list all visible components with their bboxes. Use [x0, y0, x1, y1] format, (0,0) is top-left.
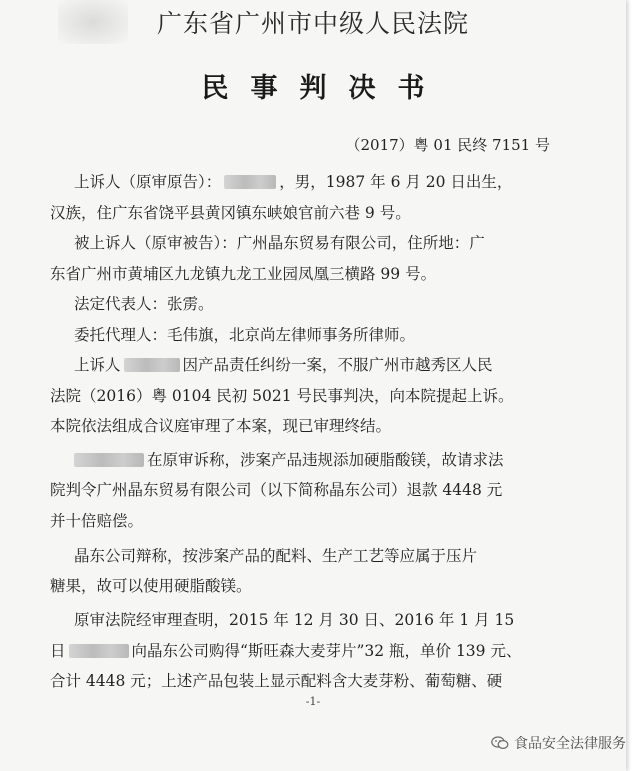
redacted-name: [224, 175, 276, 189]
claim-line-2: 院判令广州晶东贸易有限公司（以下简称晶东公司）退款 4448 元: [50, 481, 503, 499]
finding-text: 向晶东公司购得“斯旺森大麦芽片”32 瓶，单价 139 元、: [131, 642, 522, 660]
case-intro-line-3: 本院依法组成合议庭审理了本案，现已审理终结。: [50, 417, 392, 435]
claim-line-3: 并十倍赔偿。: [50, 512, 144, 530]
redacted-name: [124, 358, 180, 372]
court-name: 广东省广州市中级人民法院: [156, 9, 469, 38]
legal-representative: 法定代表人：张雳。: [74, 295, 214, 313]
appellee-line-1: 被上诉人（原审被告）：广州晶东贸易有限公司，住所地：广: [74, 234, 485, 252]
appellee-line-2: 东省广州市黄埔区九龙镇九龙工业园凤凰三横路 99 号。: [50, 265, 437, 283]
finding-line-1: 原审法院经审理查明，2015 年 12 月 30 日、2016 年 1 月 15: [74, 611, 515, 629]
finding-line-2: [50, 641, 521, 661]
case-intro-text: 因产品责任纠纷一案，不服广州市越秀区人民: [182, 356, 493, 374]
case-intro-line-1: [74, 355, 493, 375]
document-title: 民事判决书: [201, 73, 447, 104]
redacted-name: [74, 453, 144, 467]
appellant-line-1: [74, 172, 512, 192]
case-intro-line-2: 法院（2016）粤 0104 民初 5021 号民事判决，向本院提起上诉。: [50, 387, 514, 405]
finding-line-3: 合计 4448 元；上述产品包装上显示配料含大麦芽粉、葡萄糖、硬: [50, 672, 503, 690]
case-number: （2017）粤 01 民终 7151 号: [345, 136, 550, 154]
claim-line-1: [74, 450, 504, 470]
wechat-bubble-icon: [491, 736, 509, 750]
account-watermark: [491, 733, 626, 753]
page-number: -1-: [305, 695, 321, 708]
appellant-label: 上诉人（原审原告）：: [74, 173, 222, 191]
redacted-name: [69, 644, 129, 658]
defense-line-2: 糖果，故可以使用硬脂酸镁。: [50, 577, 252, 595]
claim-text: 在原审诉称，涉案产品违规添加硬脂酸镁，故请求法: [147, 451, 504, 469]
finding-prefix: 日: [50, 642, 66, 660]
appellant-line-2: 汉族，住广东省饶平县黄冈镇东峡娘官前六巷 9 号。: [50, 204, 411, 222]
authorized-agent: 委托代理人：毛伟旗，北京尚左律师事务所律师。: [74, 326, 416, 344]
watermark-label: 食品安全法律服务: [514, 736, 626, 752]
case-intro-prefix: 上诉人: [74, 356, 121, 374]
appellant-details: ，男，1987 年 6 月 20 日出生，: [279, 173, 513, 191]
defense-line-1: 晶东公司辩称，按涉案产品的配料、生产工艺等应属于压片: [74, 547, 478, 565]
